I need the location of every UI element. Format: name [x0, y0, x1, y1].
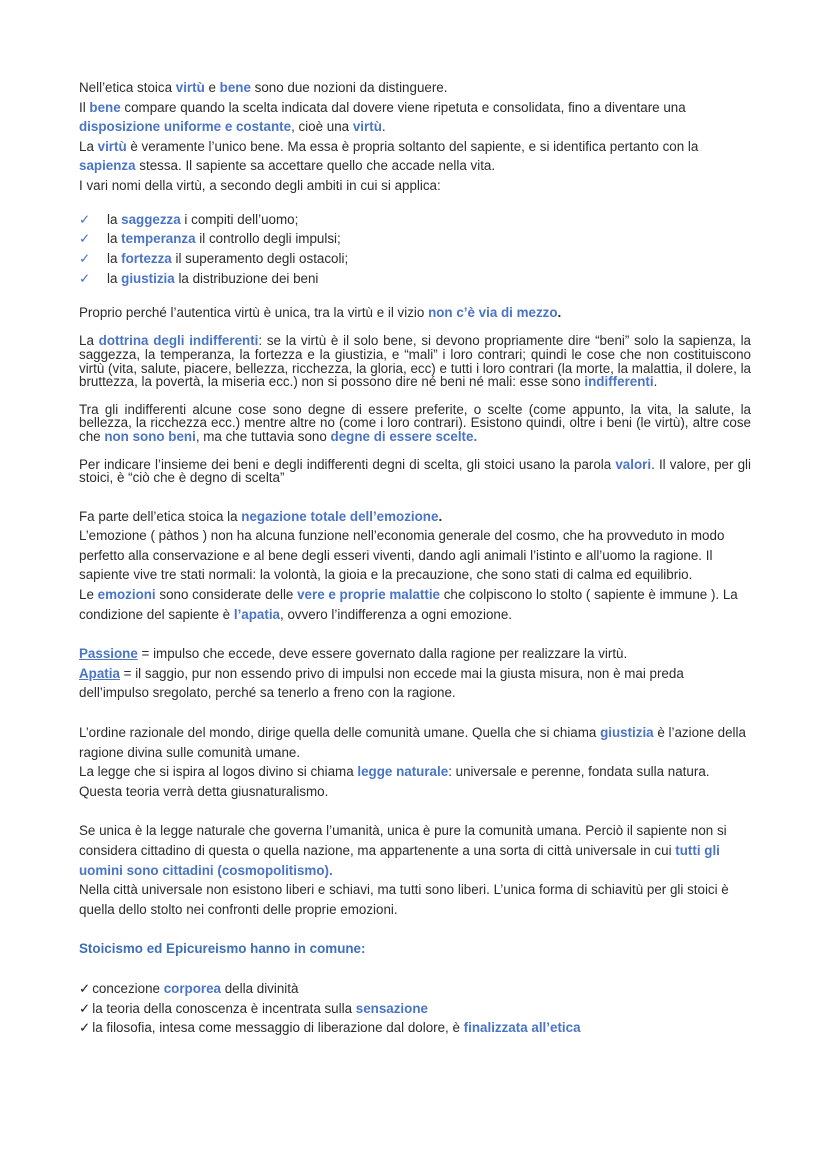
text: la — [107, 211, 122, 227]
highlight-term: disposizione uniforme e costante — [79, 119, 292, 135]
highlight-term: giustizia — [121, 270, 175, 286]
definition-apatia — [79, 664, 751, 703]
definition-passione — [79, 644, 751, 664]
text: La legge che si ispira al logos divino si chiama — [79, 764, 358, 780]
text: che colpiscono lo stolto ( sapiente è immune ). La condizione del sapiente è — [79, 587, 738, 622]
intro-line: I vari nomi della virtù, a secondo degli ambiti in cui si applica: — [79, 177, 441, 193]
law-paragraph — [79, 762, 751, 782]
text: = il saggio, pur non essendo privo di impulsi non eccede mai la giusta misura, non è mai preda dell’impulso sregolato, perché sa tenerlo a freno con la ragione. — [79, 665, 684, 701]
checkmark-icon: ✓ — [79, 211, 91, 227]
list-item — [79, 229, 751, 249]
highlight-term: virtù — [352, 119, 382, 135]
checkmark-icon: ✓ — [79, 1000, 91, 1016]
text: della divinità — [221, 980, 299, 996]
text: la filosofia, intesa come messaggio di liberazione dal dolore, è — [92, 1020, 464, 1036]
checkmark-icon: ✓ — [79, 980, 91, 996]
text: L’ordine razionale del mondo, dirige quella delle comunità umane. Quella che si chiama — [79, 725, 601, 741]
text: Per indicare l’insieme dei beni e degli indifferenti degni di scelta, gli stoici usano la parola — [79, 456, 616, 472]
cosmopolitism-section — [79, 821, 751, 919]
emotion-malattie — [79, 585, 751, 624]
list-item — [79, 210, 751, 230]
text: sono due nozioni da distinguere. — [250, 80, 448, 95]
highlight-term: legge naturale — [357, 764, 449, 780]
definitions-section — [79, 644, 751, 703]
highlight-term: degne di essere scelte. — [330, 428, 478, 444]
list-item — [79, 999, 751, 1019]
highlight-term: non c’è via di mezzo — [428, 304, 558, 320]
order-section — [79, 723, 751, 801]
checkmark-icon: ✓ — [79, 251, 91, 267]
text: Fa parte dell’etica stoica la — [79, 508, 242, 524]
text: , ma che tuttavia sono — [195, 428, 331, 444]
text: Nell’etica stoica — [79, 80, 176, 95]
giusnaturalismo-line: Questa teoria verrà detta giusnaturalismo. — [79, 783, 329, 799]
text: , ovvero l’indifferenza a ogni emozione. — [280, 606, 513, 622]
cosmo-paragraph — [79, 821, 751, 880]
highlight-term: vere e proprie malattie — [297, 587, 441, 603]
text: , cioè una — [291, 119, 353, 135]
freedom-paragraph: Nella città universale non esistono liberi e schiavi, ma tutti sono liberi. L’unica forma di schiavitù per gli stoici è quella dello stolto nei confronti delle proprie emozioni. — [79, 882, 729, 917]
highlight-term: temperanza — [121, 231, 196, 247]
virtues-list — [79, 210, 751, 289]
highlight-term: fortezza — [121, 251, 172, 267]
highlight-term: finalizzata all’etica — [463, 1020, 581, 1036]
highlight-term: valori — [615, 456, 652, 472]
text: Le — [79, 587, 98, 603]
text: La — [79, 333, 99, 349]
checkmark-icon: ✓ — [79, 1020, 91, 1036]
highlight-term: dottrina degli indifferenti — [98, 333, 259, 349]
text: la — [107, 270, 122, 286]
highlight-term: bene — [219, 80, 251, 95]
text: è veramente l’unico bene. Ma essa è propria soltanto del sapiente, e si identifica pertanto con la — [126, 138, 699, 154]
highlight-term: negazione totale dell’emozione — [241, 508, 439, 524]
text: è l’azione della ragione divina sulle comunità umane. — [79, 725, 746, 760]
list-item — [79, 269, 751, 289]
definition-term: Apatia — [79, 665, 120, 681]
common-list — [79, 979, 751, 1038]
text: = impulso che eccede, deve essere governato dalla ragione per realizzare la virtù. — [137, 646, 628, 662]
emotion-section — [79, 507, 751, 625]
highlight-term: tutti gli uomini sono cittadini (cosmopolitismo). — [79, 843, 720, 878]
list-item — [79, 979, 751, 999]
text: La — [79, 138, 98, 154]
text: la — [107, 231, 122, 247]
definition-term: Passione — [79, 646, 138, 662]
text: sono considerate delle — [155, 587, 298, 603]
text: : se la virtù è il solo bene, si devono propriamente dire “beni” solo la sapienza, la saggezza, la temperanza, la fortezza e la giustizia, e “mali” i loro contrari; quindi le cose che non costituiscono virtù (vita, salute, piacere, bellezza, ricchezza, la gloria, ecc) e tutti i loro contrari (la morte, la malattia, il dolere, la bruttezza, la povertà, la miseria ecc.) non si possono dire né beni né mali: esse sono — [79, 333, 752, 390]
indifferenti-paragraph — [79, 334, 751, 388]
list-item — [79, 249, 751, 269]
highlight-term: sapienza — [79, 158, 136, 174]
preferred-paragraph — [79, 403, 751, 444]
text: il controllo degli impulsi; — [195, 231, 341, 247]
highlight-term: virtù — [175, 80, 205, 95]
order-paragraph — [79, 723, 751, 762]
text: concezione — [92, 980, 164, 996]
text: . — [653, 374, 658, 390]
text: compare quando la scelta indicata dal dovere viene ripetuta e consolidata, fino a diventare una — [120, 99, 686, 115]
text: la distribuzione dei beni — [174, 270, 319, 286]
highlight-term: saggezza — [121, 211, 181, 227]
intro-line — [79, 137, 751, 176]
text: Tra gli indifferenti alcune cose sono degne di essere preferite, o scelte (come appunto, la vita, la salute, la bellezza, la ricchezza ecc.) mentre altre no (come i loro contrari). Esistono quindi, oltre i beni (le virtù), altre cose che — [79, 401, 751, 444]
highlight-term: non sono beni — [104, 428, 196, 444]
highlight-term: emozioni — [97, 587, 156, 603]
text: i compiti dell’uomo; — [180, 211, 299, 227]
text: . — [557, 304, 562, 320]
text: e — [204, 80, 220, 95]
emotion-body: L’emozione ( pàthos ) non ha alcuna funzione nell’economia generale del cosmo, che ha provveduto in modo perfetto alla conservazione e al bene degli esseri viventi, dando agli animali l’istinto e all’uomo la ragione. Il sapiente vive tre stati normali: la volontà, la gioia e la precauzione, che sono stati di calma ed equilibrio. — [79, 528, 725, 583]
checkmark-icon: ✓ — [79, 270, 91, 286]
text: Se unica è la legge naturale che governa l’umanità, unica è pure la comunità umana. Perciò il sapiente non si considera cittadino di questa o quella nazione, ma appartenente a una sorta di città universale in cui — [79, 823, 727, 858]
text: la — [107, 251, 122, 267]
values-paragraph — [79, 458, 751, 485]
text: Il — [79, 99, 90, 115]
text: la teoria della conoscenza è incentrata sulla — [92, 1000, 356, 1016]
text: . — [381, 119, 386, 135]
highlight-term: corporea — [163, 980, 222, 996]
highlight-term: giustizia — [600, 725, 654, 741]
text: Proprio perché l’autentica virtù è unica, tra la virtù e il vizio — [79, 304, 429, 320]
emotion-intro — [79, 507, 751, 527]
checkmark-icon: ✓ — [79, 231, 91, 247]
text: . — [438, 508, 443, 524]
text: il superamento degli ostacoli; — [171, 251, 349, 267]
text: stessa. Il sapiente sa accettare quello che accade nella vita. — [135, 158, 496, 174]
text: : universale e perenne, fondata sulla natura. — [448, 764, 710, 780]
highlight-term: sensazione — [355, 1000, 428, 1016]
common-heading: Stoicismo ed Epicureismo hanno in comune: — [79, 941, 366, 957]
intro-line — [79, 78, 751, 98]
intro-section — [79, 78, 751, 196]
intro-line — [79, 98, 751, 137]
highlight-term: indifferenti — [584, 374, 654, 390]
highlight-term: l’apatia — [233, 606, 281, 622]
list-item — [79, 1018, 751, 1038]
highlight-term: virtù — [97, 138, 127, 154]
text: . Il valore, per gli stoici, è “ciò che è degno di scelta” — [79, 456, 751, 486]
document-page — [79, 78, 751, 1038]
highlight-term: bene — [89, 99, 121, 115]
no-middle-paragraph — [79, 303, 751, 323]
